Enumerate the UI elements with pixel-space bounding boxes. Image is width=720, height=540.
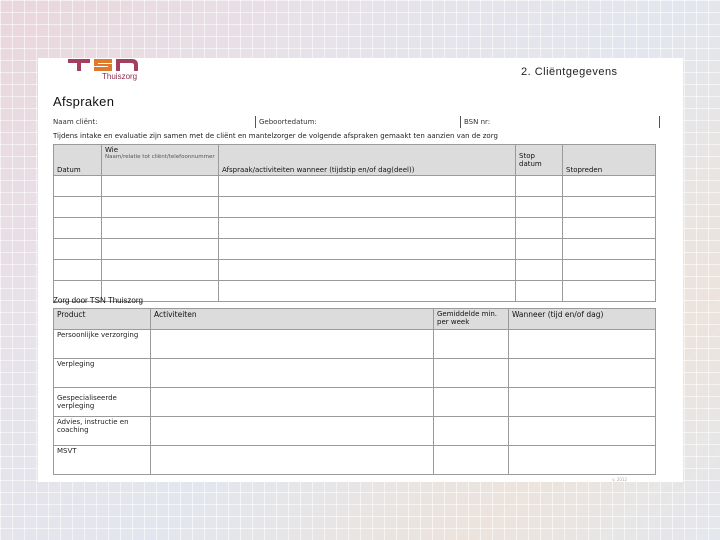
bsn-field[interactable]: BSN nr: — [460, 116, 660, 128]
cell[interactable] — [151, 388, 434, 417]
table-row — [54, 417, 656, 446]
cell[interactable] — [563, 281, 656, 302]
tsn-logo — [68, 58, 148, 84]
cell[interactable] — [516, 260, 563, 281]
cell[interactable] — [516, 197, 563, 218]
cell[interactable] — [509, 446, 656, 475]
product-cell: Verpleging — [54, 359, 151, 388]
cell[interactable] — [219, 176, 516, 197]
table-row — [54, 359, 656, 388]
table-row — [54, 239, 656, 260]
cell[interactable] — [516, 218, 563, 239]
cell[interactable] — [509, 330, 656, 359]
naam-client-field[interactable]: Naam cliënt: — [53, 118, 98, 126]
tsn-logo-mark — [68, 59, 148, 73]
table-row — [54, 197, 656, 218]
table-row — [54, 330, 656, 359]
footer-mark: v. 2012 — [612, 477, 627, 482]
table-row — [54, 388, 656, 417]
cell[interactable] — [563, 176, 656, 197]
client-fields — [53, 116, 658, 128]
table-row — [54, 281, 656, 302]
table-row — [54, 176, 656, 197]
cell[interactable] — [509, 417, 656, 446]
cell[interactable] — [54, 218, 102, 239]
cell[interactable] — [151, 446, 434, 475]
cell[interactable] — [434, 417, 509, 446]
geboortedatum-field[interactable]: Geboortedatum: — [255, 116, 459, 128]
document-page — [38, 58, 683, 482]
cell[interactable] — [54, 176, 102, 197]
cell[interactable] — [516, 239, 563, 260]
cell[interactable] — [563, 218, 656, 239]
cell[interactable] — [219, 218, 516, 239]
cell[interactable] — [219, 281, 516, 302]
zorg-section-title: Zorg door TSN Thuiszorg — [53, 296, 143, 305]
col-wanneer: Wanneer (tijd en/of dag) — [509, 309, 656, 330]
cell[interactable] — [434, 359, 509, 388]
cell[interactable] — [102, 176, 219, 197]
product-cell: Persoonlijke verzorging — [54, 330, 151, 359]
page-title: Afspraken — [53, 94, 115, 109]
cell[interactable] — [102, 239, 219, 260]
cell[interactable] — [102, 260, 219, 281]
cell[interactable] — [509, 359, 656, 388]
cell[interactable] — [219, 239, 516, 260]
col-activiteiten: Activiteiten — [151, 309, 434, 330]
table-row — [54, 218, 656, 239]
cell[interactable] — [151, 417, 434, 446]
col-stopreden: Stopreden — [563, 145, 656, 176]
cell[interactable] — [54, 260, 102, 281]
zorg-header-row — [54, 309, 656, 330]
product-cell: Gespecialiseerde verpleging — [54, 388, 151, 417]
afspraken-header-row — [54, 145, 656, 176]
cell[interactable] — [219, 260, 516, 281]
table-row — [54, 446, 656, 475]
col-wie-sub: Naam/relatie tot cliënt/telefoonnummer — [105, 154, 215, 160]
cell[interactable] — [516, 281, 563, 302]
col-stop-datum: Stop datum — [516, 145, 563, 176]
product-cell: Advies, instructie en coaching — [54, 417, 151, 446]
zorg-table — [53, 308, 656, 475]
col-wie-label: Wie — [105, 146, 119, 154]
cell[interactable] — [102, 197, 219, 218]
cell[interactable] — [102, 218, 219, 239]
cell[interactable] — [563, 260, 656, 281]
cell[interactable] — [434, 388, 509, 417]
logo-brand-text: Thuiszorg — [102, 72, 138, 81]
cell[interactable] — [54, 197, 102, 218]
cell[interactable] — [151, 330, 434, 359]
cell[interactable] — [434, 330, 509, 359]
cell[interactable] — [509, 388, 656, 417]
cell[interactable] — [563, 239, 656, 260]
cell[interactable] — [151, 359, 434, 388]
product-cell: MSVT — [54, 446, 151, 475]
cell[interactable] — [54, 239, 102, 260]
afspraken-table — [53, 144, 656, 302]
col-product: Product — [54, 309, 151, 330]
col-afspraak: Afspraak/activiteiten wanneer (tijdstip en/of dag(deel)) — [219, 145, 516, 176]
cell[interactable] — [434, 446, 509, 475]
section-heading: 2. Cliëntgegevens — [521, 66, 618, 78]
table-row — [54, 260, 656, 281]
intro-text: Tijdens intake en evaluatie zijn samen met de cliënt en mantelzorger de volgende afspraken gemaakt ten aanzien van de zorg — [53, 132, 498, 140]
cell[interactable] — [219, 197, 516, 218]
col-gemiddelde: Gemiddelde min. per week — [434, 309, 509, 330]
cell[interactable] — [516, 176, 563, 197]
col-wie — [102, 145, 219, 176]
col-datum: Datum — [54, 145, 102, 176]
cell[interactable] — [563, 197, 656, 218]
